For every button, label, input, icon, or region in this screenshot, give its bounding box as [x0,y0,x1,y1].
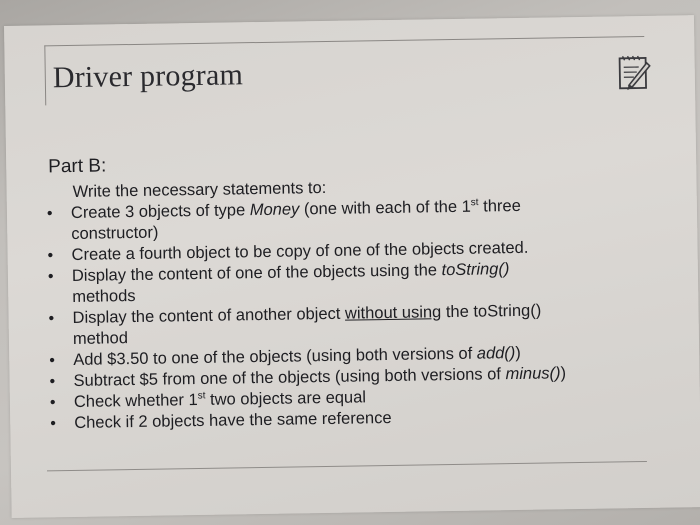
list-item: • Display the content of another object without using the toString() method [48,301,542,348]
bullet-icon: • [47,268,54,286]
task-list [47,192,631,432]
bullet-icon: • [49,352,56,370]
list-item: • Add $3.50 to one of the objects (using both versions of add()) [49,343,521,370]
bullet-icon: • [47,247,54,265]
section-heading: Part B: [48,155,107,178]
instructions-intro: Write the necessary statements to: [72,178,327,201]
bullet-icon: • [48,310,55,328]
slide-frame-left-rule [44,45,46,105]
list-item: • Check whether 1st two objects are equal [49,388,367,412]
printed-slide [4,15,700,518]
slide-frame-bottom-rule [47,461,647,471]
list-item: • Create 3 objects of type Money (one with each of the 1st three constructor) [46,196,521,243]
list-item: • Display the content of one of the objects using the toString() methods [47,260,510,306]
slide-frame-top-rule [44,36,644,46]
bullet-icon: • [46,205,53,223]
bullet-icon: • [49,394,56,412]
list-item: • Subtract $5 from one of the objects (using both versions of minus()) [49,364,567,391]
bullet-icon: • [49,373,56,391]
bullet-icon: • [50,415,56,433]
list-item: • Check if 2 objects have the same reference [50,408,392,433]
list-item: • Create a fourth object to be copy of one of the objects created. [47,238,529,265]
notepad-pencil-icon [616,52,651,93]
slide-title: Driver program [52,58,244,95]
